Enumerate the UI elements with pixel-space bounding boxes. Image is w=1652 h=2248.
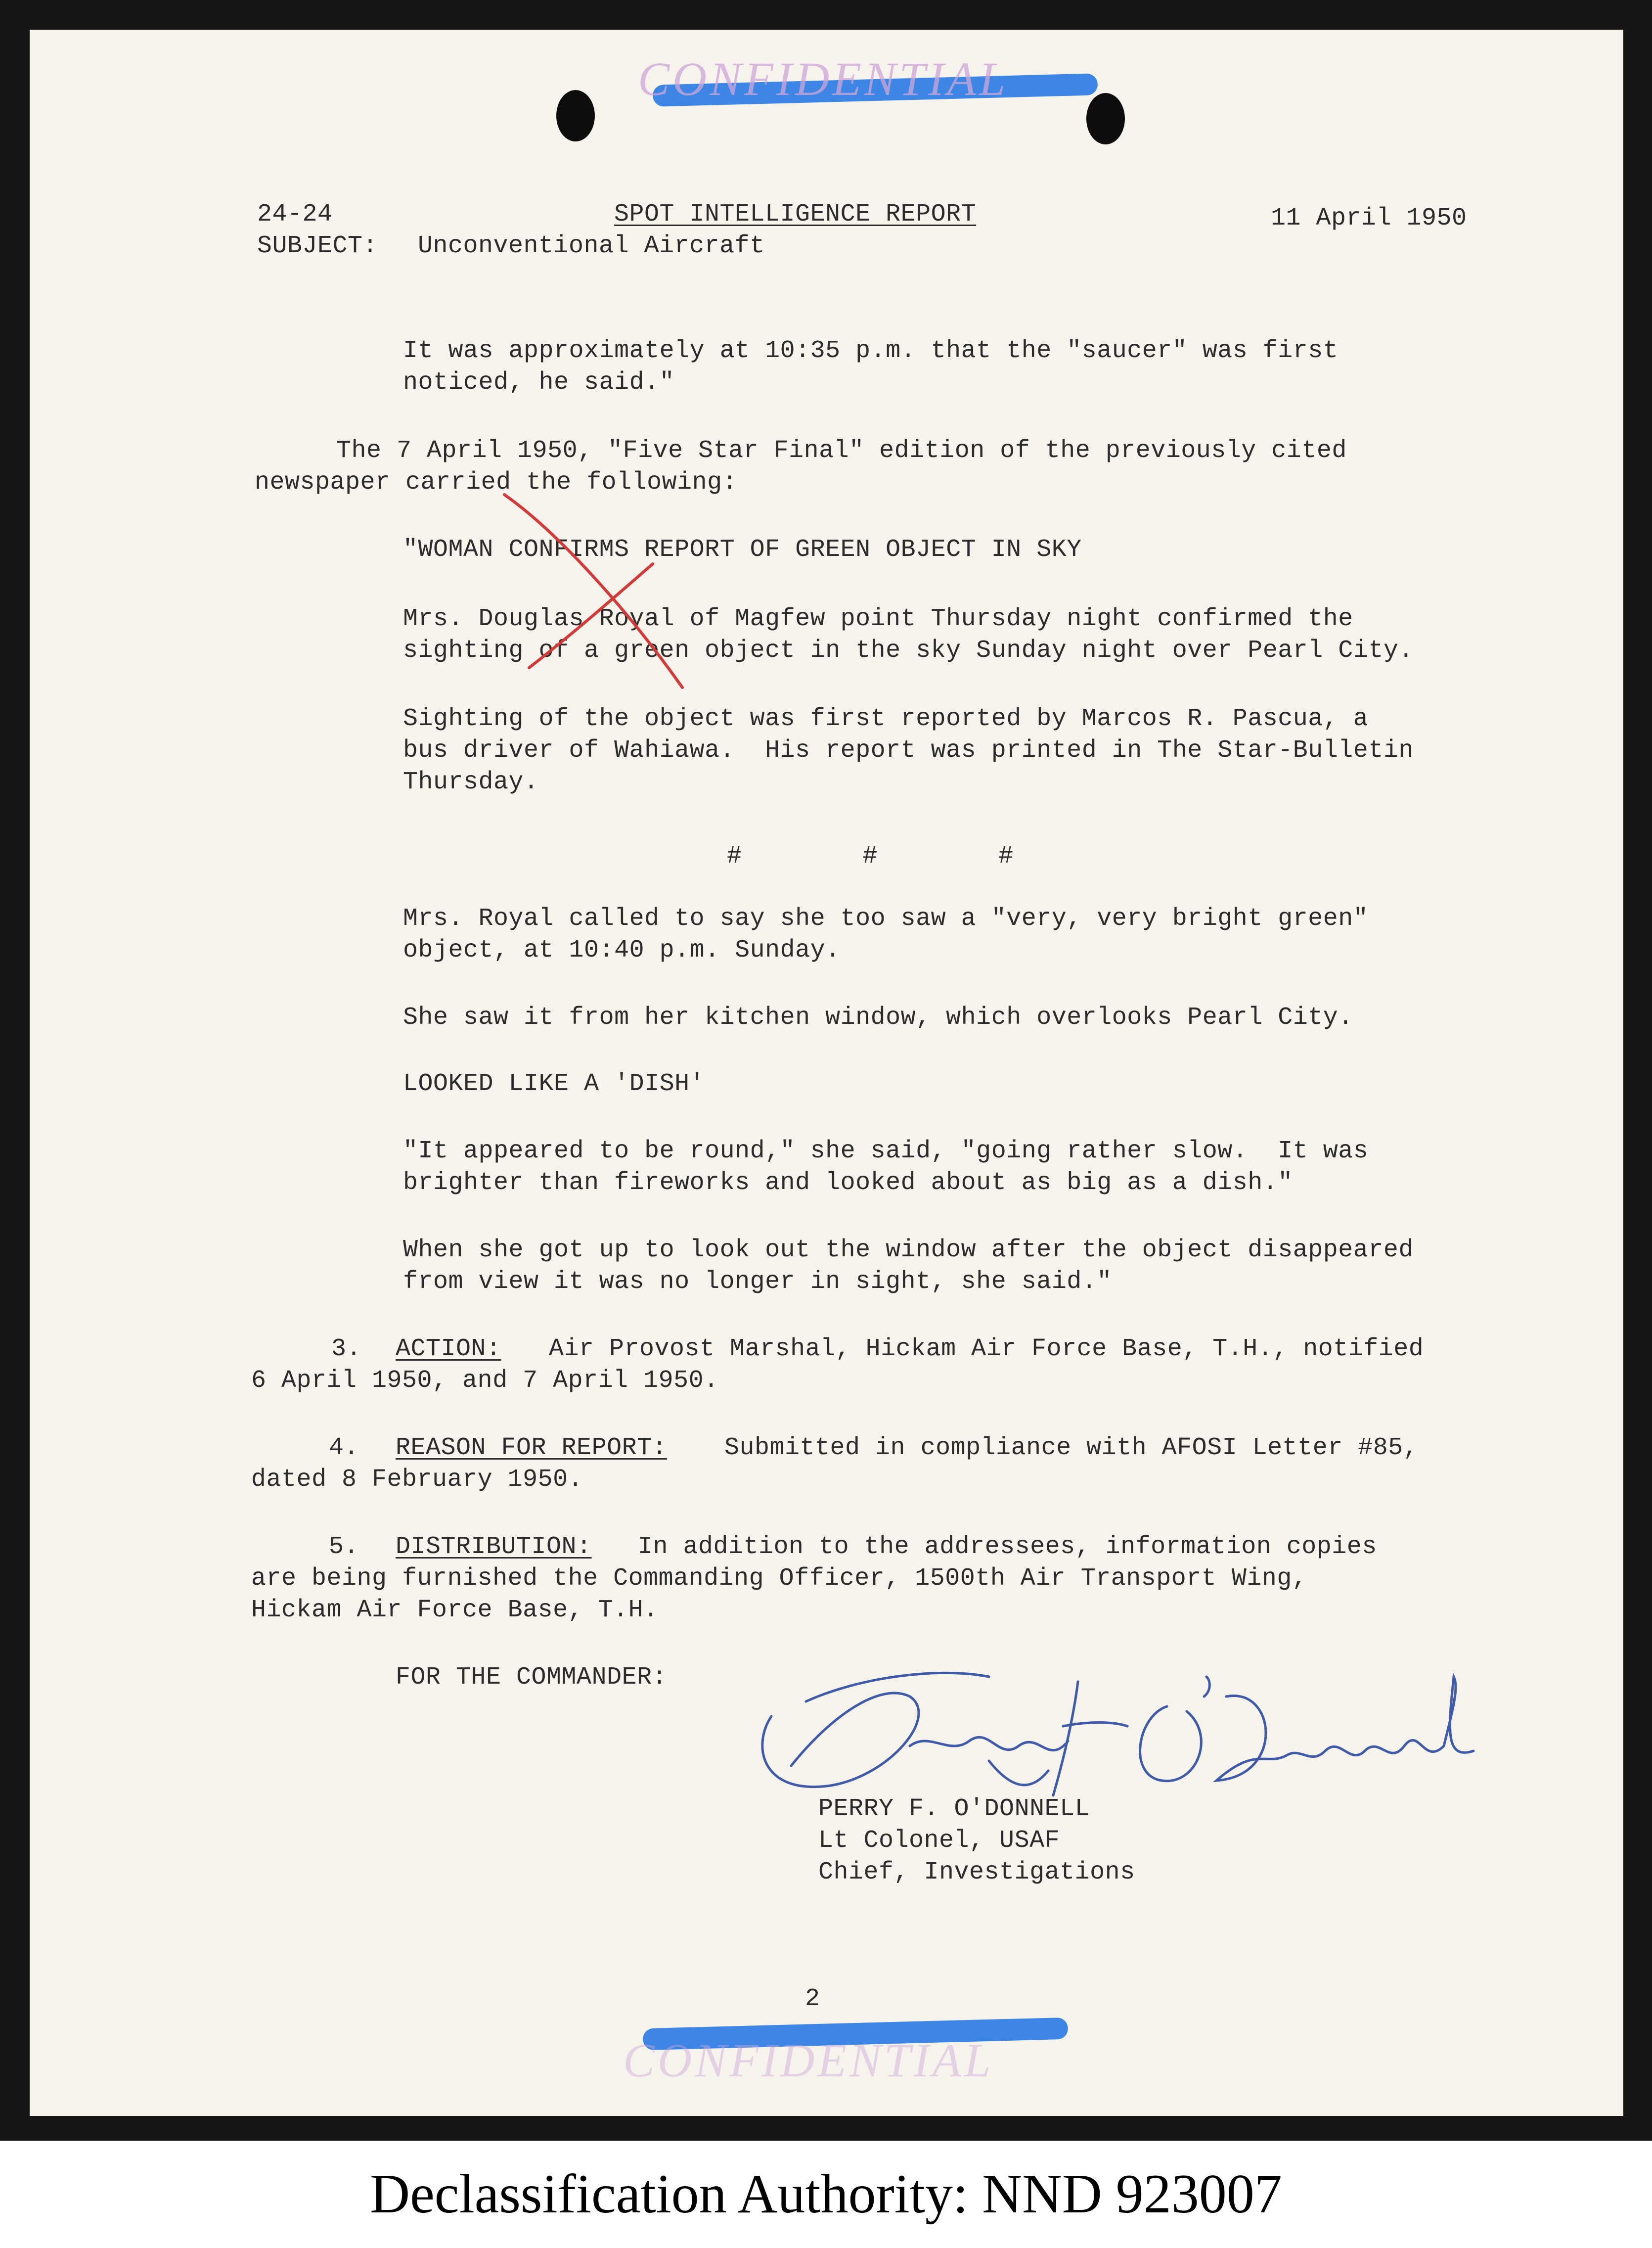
punch-hole-right <box>1086 93 1125 144</box>
quote-end-line-2: noticed, he said." <box>403 368 675 397</box>
article-para-2-line-3: Thursday. <box>403 768 539 796</box>
item-5-line-3: Hickam Air Force Base, T.H. <box>251 1596 659 1624</box>
article-subhead: LOOKED LIKE A 'DISH' <box>403 1070 705 1098</box>
signer-title: Chief, Investigations <box>818 1858 1135 1886</box>
item-3-line-2: 6 April 1950, and 7 April 1950. <box>251 1367 719 1395</box>
item-5-line-2: are being furnished the Commanding Officer, 1500th Air Transport Wing, <box>251 1564 1307 1593</box>
item-4-number: 4. <box>329 1434 359 1462</box>
article-headline: "WOMAN CONFIRMS REPORT OF GREEN OBJECT IN SKY <box>403 536 1082 564</box>
article-para-5-line-1: "It appeared to be round," she said, "going rather slow. It was <box>403 1137 1369 1165</box>
subject-value: Unconventional Aircraft <box>418 232 765 260</box>
article-para-3-line-1: Mrs. Royal called to say she too saw a "very, very bright green" <box>403 905 1369 933</box>
subject-label: SUBJECT: <box>257 232 378 260</box>
item-5-label: DISTRIBUTION: <box>396 1533 592 1561</box>
item-3-number: 3. <box>331 1335 362 1363</box>
declassification-footer: Declassification Authority: NND 923007 <box>370 2163 1282 2225</box>
red-mark-stroke-2 <box>529 564 653 668</box>
article-para-2-line-2: bus driver of Wahiawa. His report was printed in The Star-Bulletin <box>403 736 1414 765</box>
confidential-stamp-top: CONFIDENTIAL <box>638 52 1009 105</box>
report-date: 11 April 1950 <box>1271 204 1467 232</box>
file-number: 24-24 <box>257 200 333 229</box>
article-para-2-line-1: Sighting of the object was first reported by Marcos R. Pascua, a <box>403 705 1369 733</box>
item-5-number: 5. <box>329 1533 359 1561</box>
article-para-6-line-1: When she got up to look out the window after the object disappeared <box>403 1236 1414 1264</box>
item-3-line-1: Air Provost Marshal, Hickam Air Force Base, T.H., notified <box>549 1335 1424 1363</box>
item-5-line-1: In addition to the addressees, information copies <box>638 1533 1377 1561</box>
article-para-1-line-1: Mrs. Douglas Royal of Magfew point Thursday night confirmed the <box>403 605 1353 633</box>
item-4-label: REASON FOR REPORT: <box>396 1434 668 1462</box>
item-4-line-2: dated 8 February 1950. <box>251 1466 583 1494</box>
for-the-commander: FOR THE COMMANDER: <box>396 1663 668 1692</box>
article-para-5-line-2: brighter than fireworks and looked about as big as a dish." <box>403 1169 1293 1197</box>
red-check-mark <box>494 475 702 712</box>
punch-hole-left <box>556 90 595 141</box>
article-para-6-line-2: from view it was no longer in sight, she said." <box>403 1268 1112 1296</box>
intro-line-2: newspaper carried the following: <box>255 468 738 497</box>
report-title: SPOT INTELLIGENCE REPORT <box>614 200 977 229</box>
quote-end-line-1: It was approximately at 10:35 p.m. that the "saucer" was first <box>403 337 1339 365</box>
item-3-label: ACTION: <box>396 1335 501 1363</box>
article-para-4: She saw it from her kitchen window, which overlooks Pearl City. <box>403 1004 1353 1032</box>
intro-line-1: The 7 April 1950, "Five Star Final" edition of the previously cited <box>336 437 1347 465</box>
section-separator: # # # <box>727 842 1014 871</box>
page-number: 2 <box>805 1985 820 2013</box>
red-mark-stroke-1 <box>504 495 682 688</box>
signer-name: PERRY F. O'DONNELL <box>818 1795 1090 1823</box>
article-para-1-line-2: sighting of a green object in the sky Sunday night over Pearl City. <box>403 637 1414 665</box>
item-4-line-1: Submitted in compliance with AFOSI Letter #85, <box>724 1434 1419 1462</box>
handwritten-signature <box>732 1647 1503 1810</box>
confidential-stamp-bottom: CONFIDENTIAL <box>623 2034 994 2087</box>
signer-rank: Lt Colonel, USAF <box>818 1827 1060 1855</box>
article-para-3-line-2: object, at 10:40 p.m. Sunday. <box>403 936 841 964</box>
